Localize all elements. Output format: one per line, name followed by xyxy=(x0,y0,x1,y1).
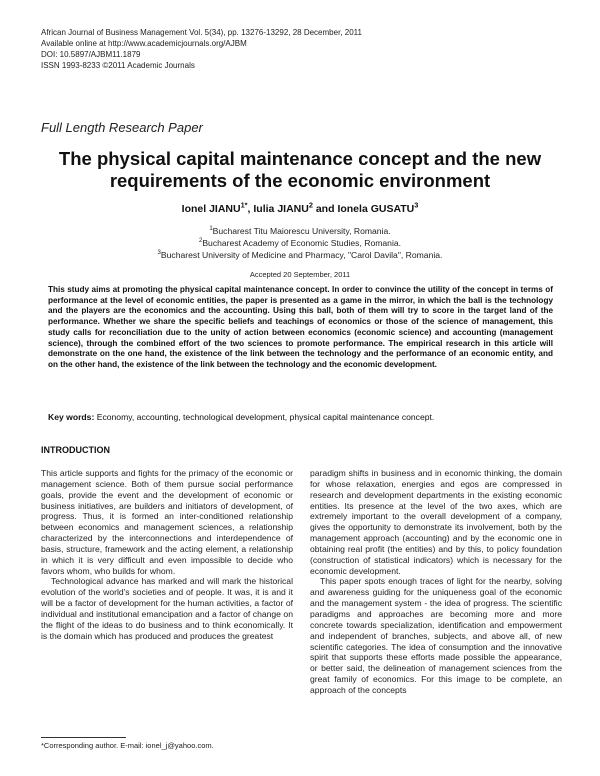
affiliation xyxy=(40,225,560,237)
paragraph: Technological advance has marked and will mark the historical evolution of the world's societies and of people. It was, it is and it will be a factor of development for the human activities, a factor of individual and institutional emancipation and a factor of change on the flight of the ideas to do business and to think economically. It is the domain which has produced and produces the greatest xyxy=(41,576,293,641)
left-column xyxy=(41,468,293,642)
footnote: *Corresponding author. E-mail: ionel_j@yahoo.com. xyxy=(41,741,214,750)
affiliation xyxy=(40,237,560,249)
author-separator: and xyxy=(312,203,338,215)
affiliation-mark: 3 xyxy=(157,250,161,257)
author-mark: 2 xyxy=(308,200,313,210)
author-name: Ionel JIANU xyxy=(181,203,241,215)
affiliation-mark: 1 xyxy=(209,226,213,233)
affiliation-text: Bucharest Titu Maiorescu University, Romania. xyxy=(212,226,391,236)
doi: DOI: 10.5897/AJBM11.1879 xyxy=(41,50,141,59)
keywords-text: Economy, accounting, technological development, physical capital maintenance concept. xyxy=(96,412,435,422)
abstract: This study aims at promoting the physical capital maintenance concept. In order to convince the utility of the concept in terms of performance at the level of economic entities, the paper is presented as a game in the mirror, in which the ball is the technology and the players are the economics and the accounting. Using this ball, both of them will try to score in the target land of the performance. Whether we share the specific beliefs and teachings of economics or those of the science of management, this study calls for reconciliation due to the unity of action between economics (economic science) and accounting (management science), through the combined effort of the two sciences to promote performance. The empirical research in this article will demonstrate on the one hand, the existence of the link between the technology and the performance of an economic entity, and on the other hand, the existence of the link between the technology and the economic development. xyxy=(48,285,553,369)
keywords-label: Key words: xyxy=(48,412,95,422)
title-line-1: The physical capital maintenance concept and the new xyxy=(58,148,542,169)
author-list xyxy=(40,200,560,215)
author-mark: 3 xyxy=(414,200,419,210)
section-heading: INTRODUCTION xyxy=(41,445,110,455)
affiliations xyxy=(40,225,560,261)
title-line-2: requirements of the economic environment xyxy=(109,170,491,191)
affiliation-text: Bucharest University of Medicine and Pharmacy, "Carol Davila", Romania. xyxy=(160,250,443,260)
journal-citation: African Journal of Business Management Vol. 5(34), pp. 13276-13292, 28 December, 2011 xyxy=(41,28,362,37)
paragraph: paradigm shifts in business and in economic thinking, the domain for whose relaxation, energies and egos are compressed in research and development departments in the existing economic entities. Its presence at the level of the two axes, which are extremely important to the overall development of a company, gives the opportunity to demonstrate its involvement, both by the management approach (accounting) and by the economic one in obtaining real profit (the entities) and by this, to policy foundation (construction of statistical indicators) which is necessary for the economic development. xyxy=(310,468,562,576)
paper-type: Full Length Research Paper xyxy=(41,120,203,135)
issn: ISSN 1993-8233 ©2011 Academic Journals xyxy=(41,61,195,70)
right-column xyxy=(310,468,562,696)
journal-url: Available online at http://www.academicjournals.org/AJBM xyxy=(41,39,247,48)
keywords xyxy=(48,412,553,422)
author-mark: 1* xyxy=(240,200,248,210)
affiliation-text: Bucharest Academy of Economic Studies, Romania. xyxy=(202,238,402,248)
footnote-rule xyxy=(41,737,126,738)
accepted-date: Accepted 20 September, 2011 xyxy=(249,270,351,279)
affiliation xyxy=(40,249,560,261)
affiliation-mark: 2 xyxy=(198,238,203,245)
author-name: Ionela GUSATU xyxy=(337,203,415,215)
paragraph: This paper spots enough traces of light for the nearby, solving and awareness guiding for the uniqueness goal of the economic and the management system - the idea of progress. The scientific paradigms and approaches are becoming more and more concrete towards specialization, identification and empowerment and independent of branches, subjects, and above all, of new scientific categories. The idea of consumption and the innovative spirit that supports these efforts made possible the appearance, or better said, the delineation of management sciences from the great family of economics. For this image to be complete, an approach of the concepts xyxy=(310,576,562,695)
journal-header xyxy=(41,27,362,71)
author-name: Iulia JIANU xyxy=(253,203,309,215)
paper-title xyxy=(40,148,560,192)
paragraph: This article supports and fights for the primacy of the economic or management science. Both of them pursue social performance goals, provide the event and the development of economic or business initiatives, are builders and initiators of development, of progress. Thus, it is formed an inter-conditioned relationship between economics and management sciences, a relationship characterized by the interconnections and interdependence of basis, structure, framework and the acting element, a relationship in which it is very difficult and even impossible to decide who favors whom, who builds for whom. xyxy=(41,468,293,576)
author-separator: , xyxy=(247,203,254,215)
